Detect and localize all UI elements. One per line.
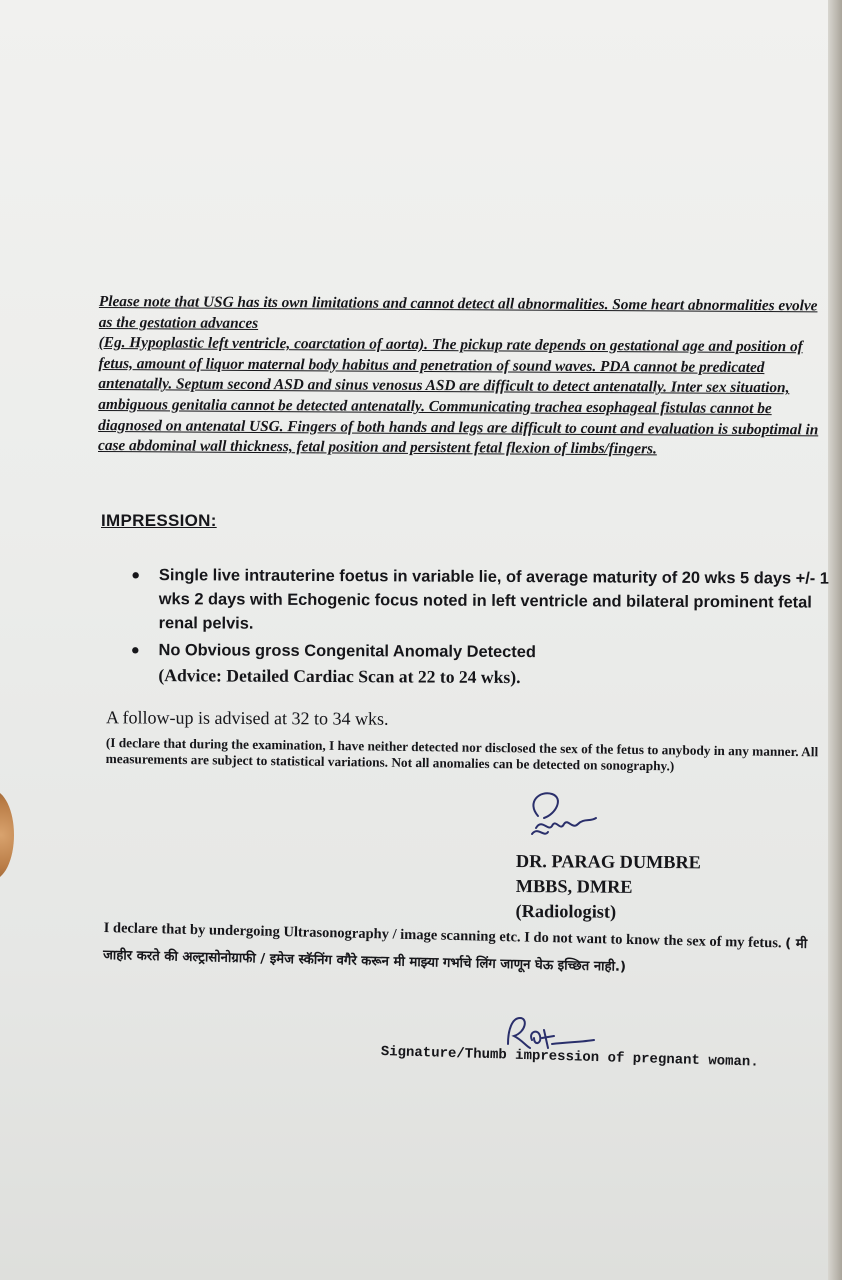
usg-limitations-disclaimer	[98, 292, 827, 461]
disclaimer-line-2: (Eg. Hypoplastic left ventricle, coarctation of aorta). The pickup rate depends on gestational age and position of fetus, amount of liquor maternal body habitus and penetration of sound waves. PDA cannot be predicated antenatally. Septum second ASD and sinus venosus ASD are difficult to detect antenatally. Inter sex situation, ambiguous genitalia cannot be detected antenatally. Communicating trachea esophageal fistulas cannot be diagnosed on antenatal USG. Fingers of both hands and legs are difficult to count and evaluation is suboptimal in case abdominal wall thickness, fetal position and persistent fetal flexion of limbs/fingers.	[98, 334, 819, 458]
disclaimer-line-1: Please note that USG has its own limitations and cannot detect all abnormalities. Some heart abnormalities evolve as the gestation advances	[98, 292, 818, 332]
impression-item-text: No Obvious gross Congenital Anomaly Detected	[158, 641, 536, 662]
impression-item	[130, 563, 835, 639]
doctor-block	[515, 849, 701, 925]
doctor-qualification: MBBS, DMRE	[515, 875, 633, 897]
doctor-name: DR. PARAG DUMBRE	[515, 850, 701, 873]
doctor-role: (Radiologist)	[515, 900, 617, 922]
consent-english: I declare that by undergoing Ultrasonography / image scanning etc. I do not want to know the sex of my fetus.	[103, 919, 782, 952]
followup-advice: A follow-up is advised at 32 to 34 wks.	[105, 707, 389, 729]
sex-nondisclosure-declaration: (I declare that during the examination, I have neither detected nor disclosed the sex of the fetus to anybody in any manner. All measurements are subject to statistical variations. Not all anomalies can be detected on sonography.)	[105, 735, 819, 774]
advice-text: (Advice: Detailed Cardiac Scan at 22 to 24 wks).	[158, 665, 521, 688]
consent-marathi: ( मी जाहीर करते की अल्ट्रासोनोग्राफी / इमेज स्कॅनिंग वगैरे करून मी माझ्या गर्भाचे लिंग जाणून घेऊ इच्छित नाही.)	[102, 936, 808, 975]
doctor-signature	[518, 788, 608, 858]
bullet-icon: •	[129, 640, 142, 663]
bullet-icon: •	[129, 565, 142, 588]
patient-consent-declaration	[103, 915, 826, 985]
impression-heading: IMPRESSION:	[101, 511, 217, 530]
signature-caption: Signature/Thumb impression of pregnant woman.	[380, 1044, 759, 1071]
thumb	[0, 790, 14, 880]
impression-list	[129, 563, 835, 692]
impression-item	[129, 638, 834, 692]
impression-item-text: Single live intrauterine foetus in variable lie, of average maturity of 20 wks 5 days +/- 1 wks 2 days with Echogenic focus noted in left ventricle and bilateral prominent fetal renal pelvis.	[158, 566, 829, 633]
